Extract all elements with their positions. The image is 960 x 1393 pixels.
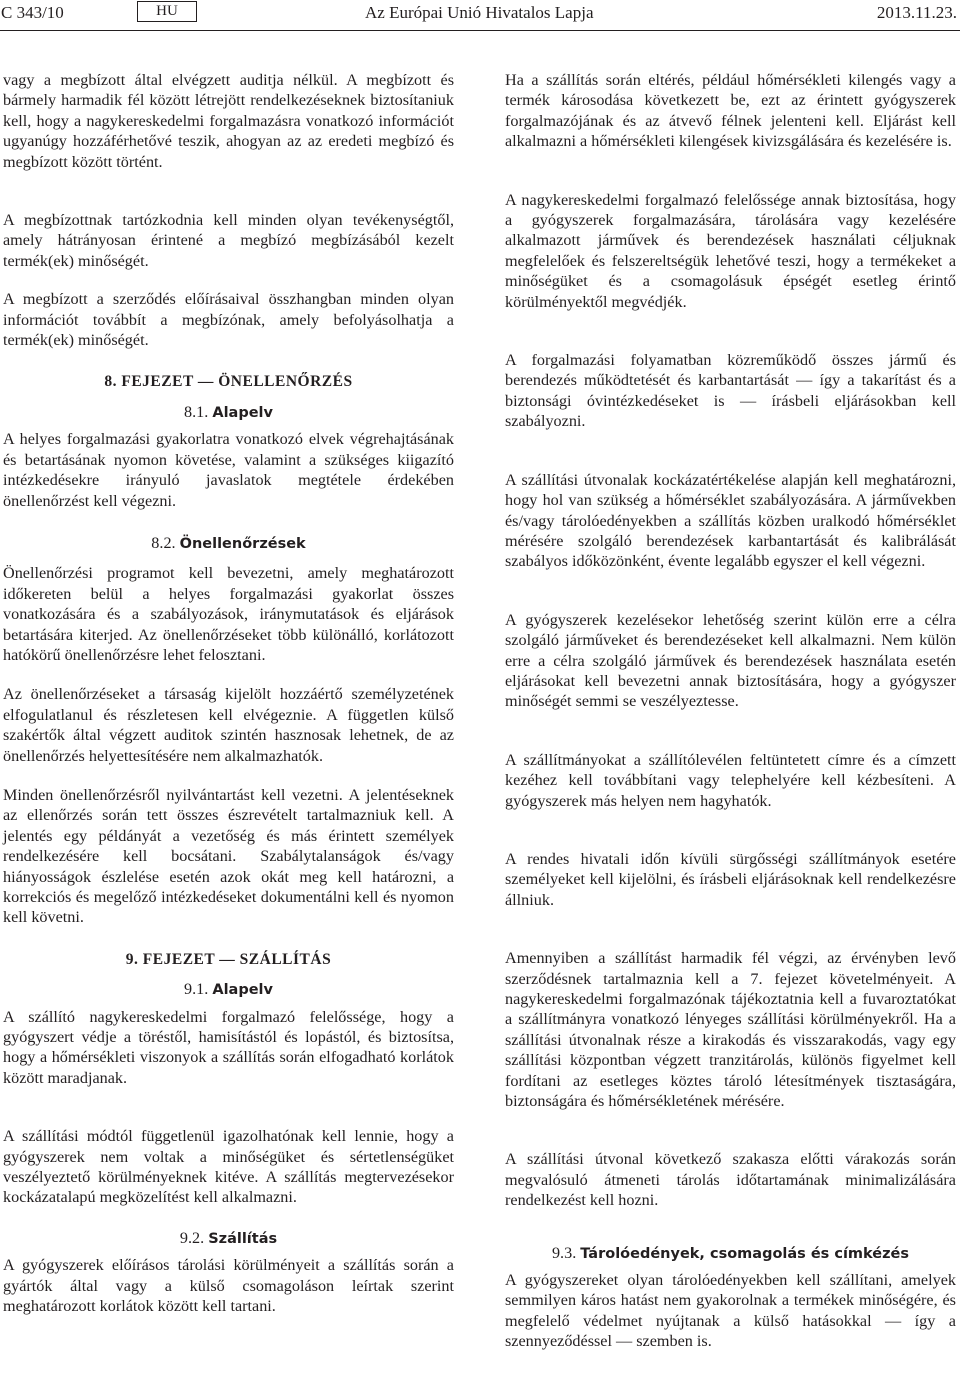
paragraph: Önellenőrzési programot kell bevezetni, amely meghatározott időkereten belül a helyes forgalmazási gyakorlat összes vonatkozására és a szabályozások, iránymutatások és eljárások betartására kiterjed. Az önellenőrzéseket több különálló, korlátozott hatókörű önellenőrzésre lehet felosztani. [3, 564, 454, 664]
right-column [505, 70, 956, 1352]
section-title: Alapelv [212, 982, 273, 999]
journal-title: Az Európai Unió Hivatalos Lapja [365, 3, 594, 22]
section-number: 9.2. [179, 1228, 205, 1247]
section-heading [3, 533, 454, 554]
paragraph: A szállítási módtól függetlenül igazolhatónak kell lennie, hogy a gyógyszerek nem voltak a minőségüket és sértetlenségüket veszélyeztető körülményeknek kitéve. A szállítás megtervezésekor kockázatalapú megközelítést kell alkalmazni. [3, 1127, 454, 1207]
section-title: Szállítás [208, 1230, 278, 1247]
paragraph: Ha a szállítás során eltérés, például hőmérsékleti kilengés vagy a termék károsodása következett be, ezt az érintett gyógyszerek forgalmazójának és az átvevő félnek jelenteni kell. Eljárást kell alkalmazni a hőmérsékleti kilengések kivizsgálására és kezelésére is. [505, 71, 956, 151]
chapter-heading: 8. FEJEZET — ÖNELLENŐRZÉS [104, 373, 353, 391]
section-number: 9.1. [184, 980, 209, 999]
paragraph: vagy a megbízott által elvégzett auditja nélkül. A megbízott és bármely harmadik fél között létrejött rendelkezéseknek biztosítaniuk kell, hogy a nagykereskedelmi forgalmazásra vonatkozó információt ugyanúgy hozzáférhetővé teszik, ahogyan az az eredeti megbízó és megbízott között történt. [3, 71, 454, 171]
journal-code: C 343/10 [1, 3, 64, 22]
paragraph: Minden önellenőrzésről nyilvántartást kell vezetni. A jelentéseknek az ellenőrzés során tett összes észrevételt tartalmazniuk kell. A jelentés egy példányát a vezetőség és más érintett személyek rendelkezésére kell bocsátani. Szabálytalanságok és/vagy hiányosságok észlelése esetén azok okát meg kell határozni, a korrekciós és megelőző intézkedéseket dokumentálni kell és nyomon kell követni. [3, 785, 454, 927]
paragraph: A szállító nagykereskedelmi forgalmazó felelőssége, hogy a gyógyszert védje a töréstől, hamisítástól és lopástól, és biztosítsa, hogy a hőmérsékleti viszonyok a szállítás során elfogadható korlátok között maradjanak. [3, 1007, 454, 1087]
paragraph: A rendes hivatali időn kívüli sürgősségi szállítmányok esetére személyeket kell kijelölni, és írásbeli eljárásoknak kell rendelkezésre állniuk. [505, 849, 956, 909]
paragraph: A helyes forgalmazási gyakorlatra vonatkozó elvek végrehajtásának és betartásának nyomon követése, valamint a szükséges kiigazító intézkedésekre irányuló javaslatok megtétele érdekében önellenőrzést kell végezni. [3, 430, 454, 510]
publication-date: 2013.11.23. [876, 3, 957, 22]
paragraph: A szállítási útvonal következő szakasza előtti várakozás során megvalósuló átmeneti tárolás időtartamának minimalizálására rendelkezést kell hozni. [505, 1150, 956, 1210]
section-heading [3, 402, 454, 423]
paragraph: A megbízottnak tartózkodnia kell minden olyan tevékenységtől, amely hátrányosan érintené a megbízó megbízásából kezelt termék(ek) minőségét. [3, 211, 454, 270]
section-number: 9.3. [551, 1243, 577, 1262]
header-rule [0, 30, 960, 31]
section-heading [3, 979, 454, 1000]
paragraph: A forgalmazási folyamatban közreműködő összes jármű és berendezés működtetését és karbantartását — így a takarítást és a biztonsági óvintézkedéseket is — írásbeli eljárásokban kell szabályozni. [505, 351, 956, 431]
paragraph: Az önellenőrzéseket a társaság kijelölt hozzáértő személyzetének elfogulatlanul és részletesen kell elvégeznie. A független külső szakértők által végzett auditok szintén hasznosak lehetnek, de az önellenőrzés helyettesítésére nem alkalmazhatók. [3, 685, 454, 765]
language-badge: HU [137, 1, 197, 22]
paragraph: A megbízott a szerződés előírásaival összhangban minden olyan információt továbbít a megbízónak, amely befolyásolhatja a termék(ek) minőségét. [3, 290, 454, 350]
section-number: 8.2. [151, 533, 176, 552]
paragraph: A gyógyszerek kezelésekor lehetőség szerint külön erre a célra szolgáló járműveket és berendezéseket kell alkalmazni. Nem külön erre a célra szolgáló járművek és berendezések használata esetén eljárásokat kell bevezetni annak biztosítására, hogy a gyógyszer minőségét semmi se veszélyeztesse. [505, 610, 956, 711]
section-title: Alapelv [212, 404, 273, 421]
paragraph: A szállítási útvonalak kockázatértékelése alapján kell meghatározni, hogy hol van szükség a hőmérséklet szabályozására. A járművekben és/vagy tárolóedényekben a szállítás közben uralkodó hőmérséklet mérésére szolgáló berendezések karbantartását és kalibrálását szabályos időközönként, évente legalább egyszer el kell végezni. [505, 470, 956, 571]
section-number: 8.1. [184, 402, 209, 421]
section-heading [505, 1243, 956, 1264]
chapter-heading: 9. FEJEZET — SZÁLLÍTÁS [125, 950, 332, 968]
section-title: Önellenőrzések [179, 535, 306, 552]
paragraph: A szállítmányokat a szállítólevélen feltüntetett címre és a címzett kezéhez kell továbbítani vagy telephelyére kell kézbesíteni. A gyógyszerek más helyen nem hagyhatók. [505, 750, 956, 810]
paragraph: A nagykereskedelmi forgalmazó felelőssége annak biztosítása, hogy a gyógyszerek forgalmazására, tárolására vagy kezelésére alkalmazott járművek és berendezések használati céljuknak megfelelőek és felszereltségük lehetővé teszi, hogy a termékeket a minőségüket és a csomagolásuk épségét esetleg érintő körülményektől megvédjék. [505, 190, 956, 311]
section-title: Tárolóedények, csomagolás és címkézés [580, 1245, 910, 1262]
left-column [3, 70, 454, 1317]
paragraph: A gyógyszereket olyan tárolóedényekben kell szállítani, amelyek semmilyen káros hatást nem gyakorolnak a termékek minőségére, és megfelelő védelmet nyújtanak a külső hatásokkal — így a szennyeződéssel — szemben is. [505, 1271, 956, 1351]
paragraph: A gyógyszerek előírásos tárolási körülményeit a szállítás során a gyártók által vagy a külső csomagoláson leírtak szerint meghatározott korlátok között kell tartani. [3, 1256, 454, 1316]
page-header [0, 0, 960, 28]
section-heading [3, 1228, 454, 1249]
paragraph: Amennyiben a szállítást harmadik fél végzi, az érvényben levő szerződésnek tartalmaznia kell a 7. fejezet követelményeit. A nagykereskedelmi forgalmazónak tájékoztatnia kell a fuvaroztatókat a szállítmányra vonatkozó lényeges szállítási körülményekről. Ha a szállítási útvonalnak része a kirakodás és visszarakodás, vagy egy szállítási központban végzett tranzitárolás, különös figyelmet kell fordítani az esetleges köztes tároló létesítmények tisztaságára, biztonságára és hőmérsékletének mérésére. [505, 949, 956, 1111]
